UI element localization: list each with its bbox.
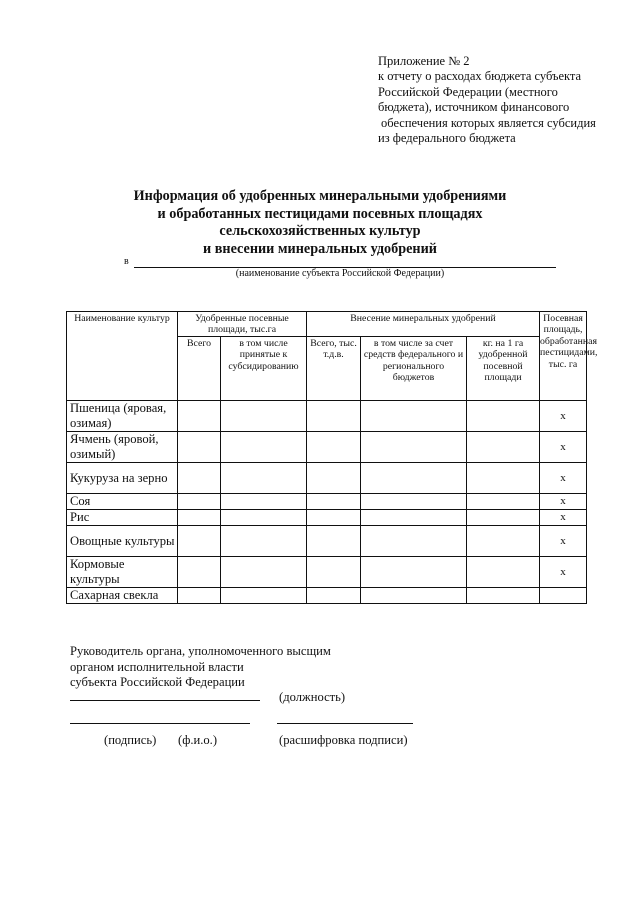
appendix-line: Приложение № 2 [378, 54, 470, 68]
cell-total[interactable] [178, 525, 221, 556]
appendix-line: обеспечения которых является субсидия [381, 115, 596, 130]
cell-pesticide: x [540, 556, 587, 587]
cell-subsidized[interactable] [221, 493, 307, 509]
cell-total[interactable] [178, 587, 221, 603]
crop-name: Овощные культуры [67, 525, 178, 556]
appendix-block [378, 54, 618, 146]
header-pesticide-area: Посевная площадь, обработанная пестицидами, тыс. га [540, 312, 587, 401]
appendix-line: из федерального бюджета [378, 131, 516, 146]
subject-prefix: в [124, 256, 129, 267]
cell-total-tdv[interactable] [307, 587, 361, 603]
title-line: сельскохозяйственных культур [219, 223, 421, 240]
header-total-tdv: Всего, тыс. т.д.в. [307, 336, 361, 400]
cell-federal-regional[interactable] [361, 556, 467, 587]
cell-total[interactable] [178, 509, 221, 525]
appendix-line: Российской Федерации (местного [378, 84, 558, 99]
cell-total-tdv[interactable] [307, 493, 361, 509]
cell-federal-regional[interactable] [361, 431, 467, 462]
table-row [67, 587, 587, 603]
cell-subsidized[interactable] [221, 400, 307, 431]
cell-total-tdv[interactable] [307, 509, 361, 525]
subject-caption: (наименование субъекта Российской Федерации) [235, 268, 445, 279]
signature-block [70, 644, 331, 691]
header-federal-regional: в том числе за счет средств федерального и регионального бюджетов [361, 336, 467, 400]
crop-name: Соя [67, 493, 178, 509]
table-row [67, 509, 587, 525]
cell-federal-regional[interactable] [361, 525, 467, 556]
cell-total-tdv[interactable] [307, 431, 361, 462]
cell-total[interactable] [178, 462, 221, 493]
appendix-line: бюджета), источником финансового [378, 100, 570, 115]
cell-pesticide: x [540, 400, 587, 431]
decode-fill-line[interactable] [277, 723, 413, 724]
cell-pesticide: x [540, 493, 587, 509]
cell-federal-regional[interactable] [361, 509, 467, 525]
cell-total-tdv[interactable] [307, 400, 361, 431]
crop-name: Кормовые культуры [67, 556, 178, 587]
name-label: (ф.и.о.) [178, 733, 218, 747]
appendix-line: к отчету о расходах бюджета субъекта [378, 69, 582, 84]
cell-per-ha[interactable] [467, 587, 540, 603]
crop-name: Ячмень (яровой, озимый) [67, 431, 178, 462]
decode-label: (расшифровка подписи) [279, 733, 408, 747]
signature-line-text: субъекта Российской Федерации [70, 675, 245, 690]
cell-pesticide [540, 587, 587, 603]
position-label: (должность) [279, 690, 346, 704]
cell-subsidized[interactable] [221, 509, 307, 525]
cell-total[interactable] [178, 400, 221, 431]
cell-total-tdv[interactable] [307, 462, 361, 493]
crop-name: Кукуруза на зерно [67, 462, 178, 493]
cell-subsidized[interactable] [221, 525, 307, 556]
cell-subsidized[interactable] [221, 556, 307, 587]
crop-name: Рис [67, 509, 178, 525]
cell-total[interactable] [178, 493, 221, 509]
title-line: Информация об удобренных минеральными удобрениями [133, 188, 507, 204]
cell-per-ha[interactable] [467, 400, 540, 431]
cell-federal-regional[interactable] [361, 400, 467, 431]
table-row [67, 525, 587, 556]
cell-subsidized[interactable] [221, 431, 307, 462]
header-per-ha: кг. на 1 га удобренной посевной площади [467, 336, 540, 400]
cell-pesticide: x [540, 509, 587, 525]
table-row [67, 493, 587, 509]
header-total: Всего [178, 336, 221, 400]
header-subsidized: в том числе принятые к субсидированию [221, 336, 307, 400]
cell-per-ha[interactable] [467, 431, 540, 462]
cell-per-ha[interactable] [467, 493, 540, 509]
cell-subsidized[interactable] [221, 462, 307, 493]
cell-per-ha[interactable] [467, 462, 540, 493]
crop-name: Сахарная свекла [67, 587, 178, 603]
data-table [66, 311, 598, 604]
table-row [67, 556, 587, 587]
table-row [67, 431, 587, 462]
header-fertilized-area: Удобренные посевные площади, тыс.га [178, 312, 307, 337]
cell-subsidized[interactable] [221, 587, 307, 603]
cell-federal-regional[interactable] [361, 462, 467, 493]
table-row [67, 462, 587, 493]
position-fill-line[interactable] [70, 700, 260, 701]
cell-total-tdv[interactable] [307, 525, 361, 556]
signature-line-text: органом исполнительной власти [70, 659, 244, 674]
cell-pesticide: x [540, 462, 587, 493]
cell-federal-regional[interactable] [361, 493, 467, 509]
cell-federal-regional[interactable] [361, 587, 467, 603]
cell-pesticide: x [540, 431, 587, 462]
table-row [67, 400, 587, 431]
signature-fill-line[interactable] [70, 723, 250, 724]
title-line: и внесении минеральных удобрений [203, 240, 437, 257]
cell-per-ha[interactable] [467, 556, 540, 587]
sign-label: (подпись) [104, 733, 157, 747]
cell-pesticide: x [540, 525, 587, 556]
crop-name: Пшеница (яровая, озимая) [67, 400, 178, 431]
cell-per-ha[interactable] [467, 525, 540, 556]
title-line: и обработанных пестицидами посевных площадях [157, 205, 483, 222]
header-crop: Наименование культур [67, 312, 178, 401]
cell-total[interactable] [178, 431, 221, 462]
cell-per-ha[interactable] [467, 509, 540, 525]
signature-line-text: Руководитель органа, уполномоченного высщим [70, 644, 331, 658]
cell-total[interactable] [178, 556, 221, 587]
header-mineral-application: Внесение минеральных удобрений [307, 312, 540, 337]
document-title [60, 188, 580, 258]
cell-total-tdv[interactable] [307, 556, 361, 587]
